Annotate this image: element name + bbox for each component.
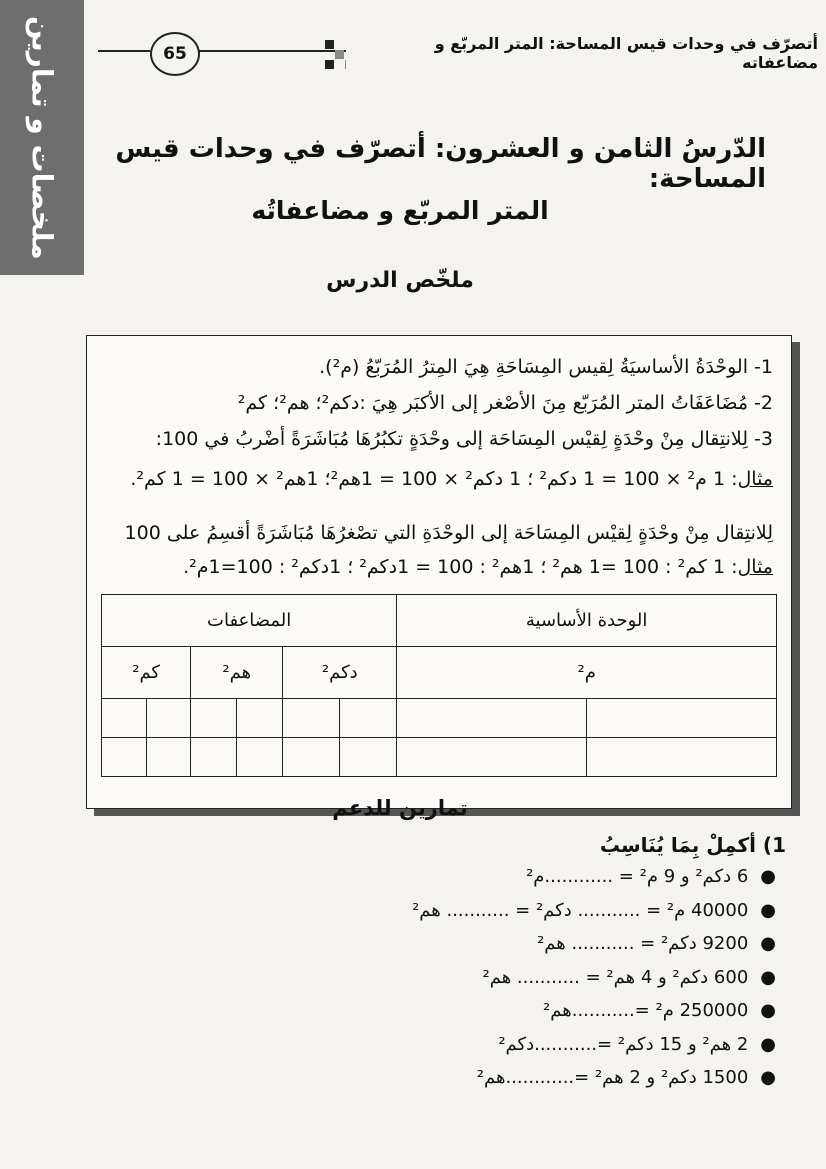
empty-cell (102, 699, 147, 738)
summary-line-4: لِلانتِقال مِنْ وحْدَةٍ لِقيْس المِسَاحَة إلى الوحْدَةِ التي تصْغرُهَا مُبَاشَرَةً أقسِمُ على 100 (124, 522, 773, 544)
exercise-item (216, 933, 776, 954)
exercise-item-text: 2 هم² و 15 دكم² =...........دكم² (498, 1034, 749, 1055)
exercise-item (216, 967, 776, 988)
empty-cell (587, 738, 777, 777)
header-square-decoration (325, 40, 334, 49)
exercise-item (216, 866, 776, 887)
empty-cell (397, 738, 587, 777)
multiples-header: المضاعفات (102, 595, 397, 647)
exercise-item-text: 9200 دكم² = ........... هم² (537, 933, 749, 954)
empty-cell (237, 738, 283, 777)
unit-cell: دكم² (283, 647, 397, 699)
empty-cell (340, 738, 397, 777)
empty-cell (283, 699, 340, 738)
summary-line-3: 3- لِلانتِقال مِنْ وحْدَةٍ لِقيْس المِسَاحَة إلى وحْدَةٍ تكبُرُهَا مُبَاشَرَةً أضْربُ في 100: (155, 428, 773, 450)
exercise-item-text: 250000 م² =...........هم² (543, 1000, 749, 1021)
lesson-title: الدّرسُ الثامن و العشرون: أتصرّف في وحدات قيس المساحة: (115, 134, 766, 194)
summary-box (86, 335, 792, 809)
unit-cell: م² (397, 647, 777, 699)
side-tab-label: ملخصات و تمارين (25, 15, 59, 260)
empty-cell (102, 738, 147, 777)
example-text: : 1 كم² : 100 =1 هم² ؛ 1هم² : 100 = 1دكم² ؛ 1دكم² : 100=1م². (183, 556, 738, 578)
bullet-icon: ● (760, 900, 776, 921)
header-square-decoration (335, 50, 344, 59)
empty-cell (397, 699, 587, 738)
empty-cell (191, 738, 237, 777)
unit-cell: هم² (191, 647, 283, 699)
empty-cell (237, 699, 283, 738)
bullet-icon: ● (760, 933, 776, 954)
exercise-item (216, 1067, 776, 1088)
empty-cell (191, 699, 237, 738)
empty-cell (283, 738, 340, 777)
exercise-item-text: 40000 م² = ........... دكم² = ........... هم² (412, 900, 749, 921)
page-number: 65 (150, 32, 200, 76)
exercise-item-text: 1500 دكم² و 2 هم² =............هم² (476, 1067, 749, 1088)
exercise-1-heading: 1) أكمِلْ بِمَا يُنَاسِبُ (599, 833, 786, 857)
side-tab (0, 0, 84, 275)
empty-cell (146, 699, 191, 738)
exercise-item (216, 1000, 776, 1021)
summary-line-1: 1- الوحْدَةُ الأساسيَةُ لِقيس المِسَاحَةِ هِيَ المِترُ المُرَبّعُ (م²). (319, 356, 773, 378)
empty-cell (587, 699, 777, 738)
bullet-icon: ● (760, 1034, 776, 1055)
lesson-subtitle: المتر المربّع و مضاعفاتُه (251, 196, 549, 225)
summary-example-1 (103, 468, 773, 490)
exercise-item-text: 600 دكم² و 4 هم² = ........... هم² (482, 967, 749, 988)
unit-cell: كم² (102, 647, 191, 699)
bullet-icon: ● (760, 1000, 776, 1021)
bullet-icon: ● (760, 1067, 776, 1088)
units-table (101, 594, 777, 777)
example-text: : 1 م² × 100 = 1 دكم² ؛ 1 دكم² × 100 = 1هم²؛ 1هم² × 100 = 1 كم². (130, 468, 738, 490)
exercise-item (216, 900, 776, 921)
empty-cell (340, 699, 397, 738)
summary-example-2 (103, 556, 773, 578)
bullet-icon: ● (760, 967, 776, 988)
exercise-item-text: 6 دكم² و 9 م² = ............م² (526, 866, 749, 887)
empty-cell (146, 738, 191, 777)
exercise-item (216, 1034, 776, 1055)
summary-line-2: 2- مُضَاعَفَاتُ المتر المُرَبّع مِنَ الأصْغر إلى الأكبَر هِيَ :دكم²؛ هم²؛ كم² (237, 392, 773, 414)
bullet-icon: ● (760, 866, 776, 887)
exercises-title: تمارين للدعم (332, 796, 468, 820)
base-unit-header: الوحدة الأساسية (397, 595, 777, 647)
example-label: مثال (737, 556, 773, 578)
header-title: أتصرّف في وحدات قيس المساحة: المتر المربّع و مضاعفاته (346, 34, 826, 72)
summary-title: ملخّص الدرس (326, 268, 474, 293)
header-rule-left (98, 50, 150, 52)
header-square-decoration (325, 60, 334, 69)
example-label: مثال (737, 468, 773, 490)
